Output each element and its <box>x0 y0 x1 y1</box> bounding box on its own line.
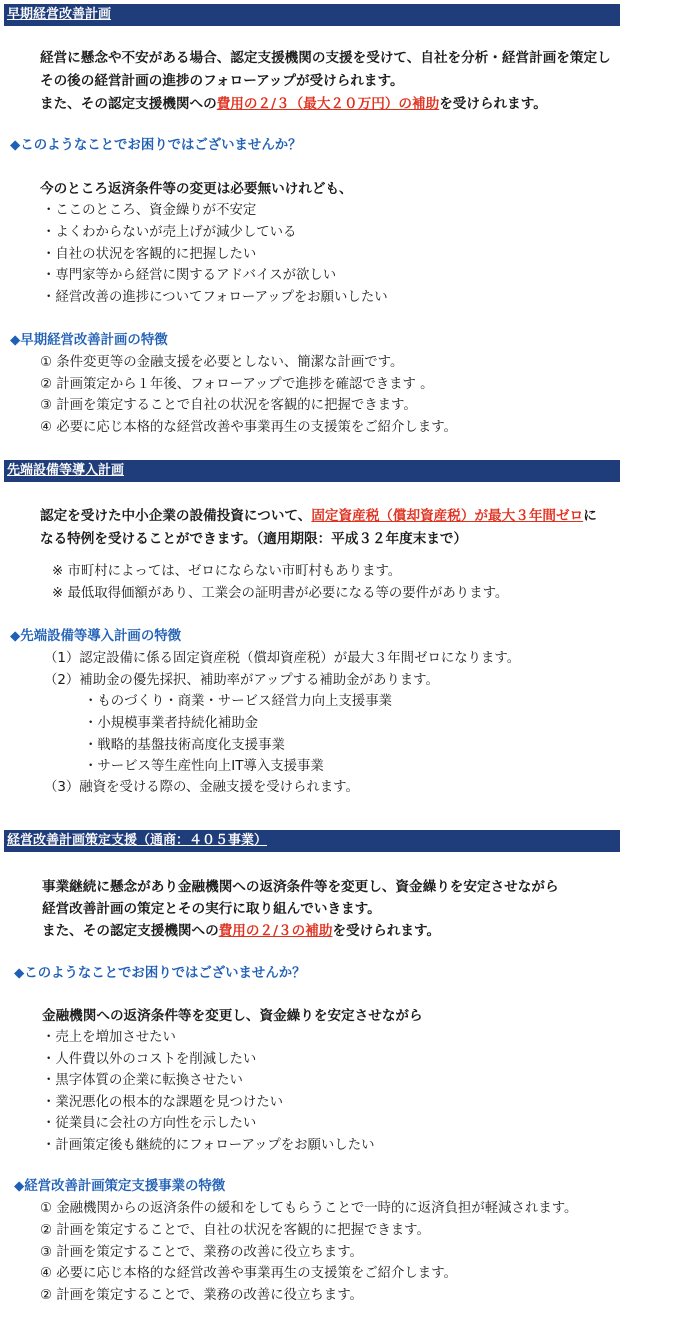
question-lead: 今のところ返済条件等の変更は必要無いけれども、 <box>40 181 353 197</box>
feature-item: ④ 必要に応じ本格的な経営改善や事業再生の支援策をご紹介します。 <box>40 1266 457 1281</box>
intro-line-1: 経営に懸念や不安がある場合、認定支援機関の支援を受けて、自社を分析・経営計画を策定し <box>40 50 611 66</box>
feature-item: ② 計画策定から１年後、フォローアップで進捗を確認できます 。 <box>40 377 434 392</box>
subsidy-item: ・ものづくり・商業・サービス経営力向上支援事業 <box>84 694 392 709</box>
subsidy-highlight: 費用の２/３の補助 <box>218 923 333 939</box>
list-item: ・人件費以外のコストを削減したい <box>42 1052 257 1067</box>
intro-text-end: を受けられます。 <box>332 923 441 939</box>
intro-line-2: 経営改善計画の策定とその実行に取り組んでいきます。 <box>42 901 381 917</box>
intro-text-end: に <box>583 508 597 524</box>
note-item: ※ 市町村によっては、ゼロにならない市町村もあります。 <box>52 564 402 579</box>
feature-item: （2）補助金の優先採択、補助率がアップする補助金があります。 <box>44 673 439 688</box>
features-heading: ◆早期経営改善計画の特徴 <box>10 333 168 348</box>
intro-text: 認定を受けた中小企業の設備投資について、 <box>40 508 312 524</box>
section-header-early-plan <box>4 4 620 26</box>
list-item: ・業況悪化の根本的な課題を見つけたい <box>42 1095 284 1110</box>
note-item: ※ 最低取得価額があり、工業会の証明書が必要になる等の要件があります。 <box>52 586 509 601</box>
list-item: ・従業員に会社の方向性を示したい <box>42 1116 257 1131</box>
feature-item: ③ 計画を策定することで、業務の改善に役立ちます。 <box>40 1245 363 1260</box>
features-heading: ◆先端設備等導入計画の特徴 <box>10 629 181 644</box>
intro-text-end: を受けられます。 <box>439 96 547 112</box>
subsidy-item: ・サービス等生産性向上IT導入支援事業 <box>84 759 324 774</box>
intro-line-1: 事業継続に懸念があり金融機関への返済条件等を変更し、資金繰りを安定させながら <box>42 879 559 895</box>
question-lead: 金融機関への返済条件等を変更し、資金繰りを安定させながら <box>42 1008 423 1024</box>
intro-line-3 <box>40 92 547 112</box>
list-item: ・ここのところ、資金繰りが不安定 <box>42 203 257 218</box>
feature-item: ① 金融機関からの返済条件の緩和をしてもらうことで一時的に返済負担が軽減されます。 <box>40 1201 578 1216</box>
section-title: 早期経営改善計画 <box>7 7 112 22</box>
section-header-advanced-equipment <box>4 460 620 482</box>
list-item: ・自社の状況を客観的に把握したい <box>42 247 257 262</box>
list-item: ・計画策定後も継続的にフォローアップをお願いしたい <box>42 1138 375 1153</box>
section-title: 経営改善計画策定支援（通商：４０５事業） <box>7 833 268 848</box>
feature-item: （3）融資を受ける際の、金融支援を受けられます。 <box>44 780 359 795</box>
intro-text: また、その認定支援機関への <box>42 923 219 939</box>
feature-item: ④ 必要に応じ本格的な経営改善や事業再生の支援策をご紹介します。 <box>40 420 457 435</box>
subsidy-item: ・戦略的基盤技術高度化支援事業 <box>84 738 285 753</box>
feature-item: ② 計画を策定することで、業務の改善に役立ちます。 <box>40 1288 363 1303</box>
list-item: ・黒字体質の企業に転換させたい <box>42 1073 243 1088</box>
question-heading: ◆このようなことでお困りではございませんか？ <box>14 966 306 981</box>
list-item: ・よくわからないが売上げが減少している <box>42 225 297 240</box>
list-item: ・経営改善の進捗についてフォローアップをお願いしたい <box>42 290 388 305</box>
subsidy-highlight: 費用の２/３（最大２０万円）の補助 <box>216 96 440 112</box>
feature-item: ③ 計画を策定することで自社の状況を客観的に把握できます。 <box>40 398 417 413</box>
tax-highlight: 固定資産税（償却資産税）が最大３年間ゼロ <box>311 508 584 524</box>
intro-line-1 <box>40 504 597 524</box>
intro-text: また、その認定支援機関への <box>40 96 217 112</box>
subsidy-item: ・小規模事業者持続化補助金 <box>84 716 259 731</box>
question-heading: ◆このようなことでお困りではございませんか？ <box>10 138 302 153</box>
intro-line-2: その後の経営計画の進捗のフォローアップが受けられます。 <box>40 73 404 89</box>
section-title: 先端設備等導入計画 <box>7 463 125 478</box>
features-heading: ◆経営改善計画策定支援事業の特徴 <box>14 1179 226 1194</box>
section-header-405-program <box>4 830 620 852</box>
list-item: ・売上を増加させたい <box>42 1030 176 1045</box>
feature-item: ② 計画を策定することで、自社の状況を客観的に把握できます。 <box>40 1223 430 1238</box>
feature-item: ① 条件変更等の金融支援を必要としない、簡潔な計画です。 <box>40 355 404 370</box>
feature-item: （1）認定設備に係る固定資産税（償却資産税）が最大３年間ゼロになります。 <box>44 651 521 666</box>
intro-line-3 <box>42 919 440 939</box>
intro-line-2: なる特例を受けることができます。（適用期限：平成３２年度末まで） <box>40 531 468 547</box>
list-item: ・専門家等から経営に関するアドバイスが欲しい <box>42 268 337 283</box>
